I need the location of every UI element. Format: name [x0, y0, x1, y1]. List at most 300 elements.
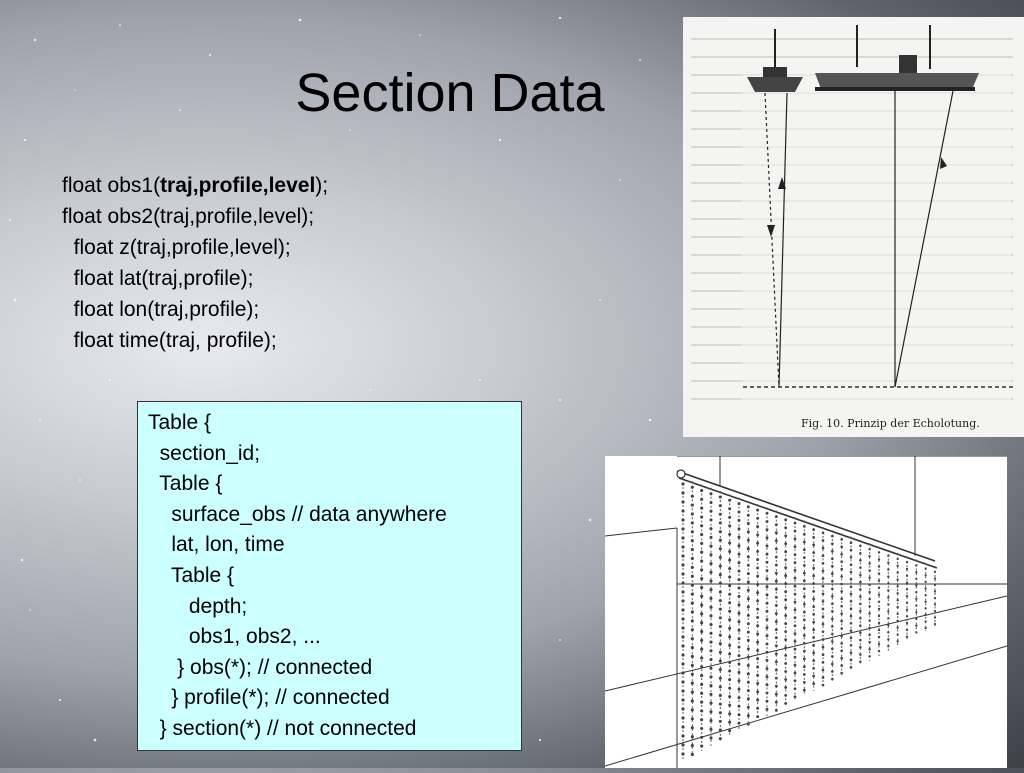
- instrument-bead: [803, 681, 806, 684]
- instrument-bead: [719, 599, 722, 602]
- instrument-bead: [719, 556, 722, 559]
- instrument-bead: [812, 613, 815, 616]
- instrument-bead: [859, 545, 862, 548]
- instrument-bead: [700, 489, 703, 492]
- instrument-bead: [896, 620, 898, 622]
- instrument-bead: [803, 564, 806, 567]
- section-grid-figure: [605, 456, 1007, 768]
- instrument-bead: [766, 569, 769, 572]
- instrument-bead: [850, 615, 853, 618]
- instrument-bead: [775, 709, 778, 712]
- instrument-bead: [747, 581, 750, 584]
- instrument-bead: [709, 588, 712, 591]
- instrument-bead: [775, 547, 778, 550]
- instrument-bead: [794, 648, 797, 651]
- instrument-bead: [878, 572, 880, 574]
- instrument-bead: [719, 565, 722, 568]
- instrument-bead: [747, 631, 750, 634]
- instrument-bead: [794, 632, 797, 635]
- instrument-bead: [840, 538, 843, 541]
- instrument-bead: [822, 532, 825, 535]
- instrument-bead: [738, 502, 741, 505]
- instrument-bead: [728, 652, 731, 655]
- instrument-bead: [766, 700, 769, 703]
- instrument-bead: [709, 702, 712, 705]
- instrument-bead: [756, 533, 759, 536]
- instrument-bead: [747, 622, 750, 625]
- instrument-bead: [906, 609, 908, 611]
- instrument-bead: [775, 660, 778, 663]
- instrument-bead: [738, 527, 741, 530]
- instrument-bead: [822, 539, 825, 542]
- instrument-bead: [794, 640, 797, 643]
- instrument-bead: [822, 684, 825, 687]
- instrument-bead: [831, 565, 834, 568]
- instrument-bead: [775, 693, 778, 696]
- instrument-bead: [719, 513, 722, 516]
- instrument-bead: [728, 516, 731, 519]
- instrument-bead: [691, 691, 694, 694]
- instrument-bead: [709, 693, 712, 696]
- table-line: Table {: [148, 472, 223, 496]
- instrument-bead: [784, 686, 787, 689]
- instrument-bead: [756, 542, 759, 545]
- instrument-bead: [691, 584, 694, 587]
- table-structure-box: [137, 401, 522, 751]
- instrument-bead: [738, 578, 741, 581]
- instrument-bead: [840, 590, 843, 593]
- instrument-bead: [803, 689, 806, 692]
- instrument-bead: [868, 548, 870, 550]
- instrument-bead: [709, 719, 712, 722]
- instrument-bead: [775, 572, 778, 575]
- instrument-bead: [775, 515, 778, 518]
- instrument-bead: [738, 620, 741, 623]
- table-line: Table {: [148, 563, 235, 587]
- instrument-bead: [728, 593, 731, 596]
- instrument-bead: [803, 626, 806, 629]
- instrument-bead: [728, 687, 731, 690]
- instrument-bead: [822, 676, 825, 679]
- instrument-bead: [831, 655, 834, 658]
- instrument-bead: [738, 570, 741, 573]
- instrument-bead: [896, 592, 898, 594]
- instrument-bead: [794, 530, 797, 533]
- instrument-bead: [738, 603, 741, 606]
- instrument-bead: [868, 584, 870, 586]
- instrument-bead: [728, 559, 731, 562]
- instrument-bead: [934, 603, 936, 605]
- instrument-bead: [747, 597, 750, 600]
- instrument-bead: [756, 517, 759, 520]
- table-line: depth;: [148, 594, 248, 618]
- instrument-bead: [803, 658, 806, 661]
- instrument-bead: [840, 605, 843, 608]
- instrument-bead: [803, 673, 806, 676]
- instrument-bead: [766, 594, 769, 597]
- instrument-bead: [868, 591, 870, 593]
- instrument-bead: [728, 567, 731, 570]
- instrument-bead: [840, 627, 843, 630]
- instrument-bead: [747, 522, 750, 525]
- instrument-bead: [794, 664, 797, 667]
- instrument-bead: [859, 661, 862, 664]
- instrument-bead: [681, 626, 684, 629]
- instrument-bead: [766, 667, 769, 670]
- instrument-bead: [906, 636, 908, 638]
- instrument-bead: [681, 509, 684, 512]
- instrument-bead: [681, 554, 684, 557]
- instrument-bead: [681, 743, 684, 746]
- instrument-bead: [868, 634, 870, 636]
- instrument-bead: [850, 659, 853, 662]
- instrument-bead: [719, 625, 722, 628]
- instrument-bead: [719, 720, 722, 723]
- instrument-bead: [887, 589, 889, 591]
- instrument-bead: [756, 558, 759, 561]
- echo-sounding-figure: [683, 17, 1024, 437]
- instrument-bead: [822, 653, 825, 656]
- instrument-bead: [681, 680, 684, 683]
- instrument-bead: [831, 640, 834, 643]
- instrument-bead: [738, 646, 741, 649]
- declaration-line: float time(traj, profile);: [62, 329, 277, 352]
- instrument-bead: [728, 576, 731, 579]
- instrument-bead: [775, 531, 778, 534]
- instrument-bead: [915, 584, 917, 586]
- instrument-bead: [719, 642, 722, 645]
- instrument-bead: [812, 575, 815, 578]
- instrument-bead: [850, 607, 853, 610]
- instrument-bead: [812, 682, 815, 685]
- instrument-bead: [822, 600, 825, 603]
- instrument-bead: [887, 631, 889, 633]
- instrument-bead: [766, 708, 769, 711]
- instrument-bead: [775, 669, 778, 672]
- instrument-bead: [887, 617, 889, 619]
- instrument-bead: [728, 601, 731, 604]
- instrument-bead: [681, 581, 684, 584]
- instrument-bead: [738, 612, 741, 615]
- instrument-bead: [719, 608, 722, 611]
- instrument-bead: [812, 628, 815, 631]
- instrument-bead: [775, 596, 778, 599]
- instrument-bead: [784, 558, 787, 561]
- instrument-bead: [887, 603, 889, 605]
- instrument-bead: [700, 507, 703, 510]
- instrument-bead: [859, 603, 862, 606]
- instrument-bead: [896, 613, 898, 615]
- instrument-bead: [859, 632, 862, 635]
- instrument-bead: [691, 486, 694, 489]
- instrument-bead: [756, 633, 759, 636]
- instrument-bead: [822, 608, 825, 611]
- instrument-bead: [878, 636, 880, 638]
- table-line: section_id;: [148, 441, 261, 465]
- instrument-bead: [681, 491, 684, 494]
- instrument-bead: [681, 752, 684, 755]
- instrument-bead: [719, 530, 722, 533]
- instrument-bead: [794, 616, 797, 619]
- instrument-bead: [896, 558, 898, 560]
- instrument-bead: [747, 689, 750, 692]
- instrument-bead: [906, 629, 908, 631]
- instrument-bead: [738, 705, 741, 708]
- instrument-bead: [831, 610, 834, 613]
- instrument-bead: [822, 562, 825, 565]
- instrument-bead: [794, 609, 797, 612]
- instrument-bead: [709, 710, 712, 713]
- table-line: lat, lon, time: [148, 533, 285, 557]
- instrument-bead: [840, 657, 843, 660]
- instrument-bead: [728, 678, 731, 681]
- instrument-bead: [925, 607, 927, 609]
- instrument-bead: [794, 695, 797, 698]
- instrument-bead: [728, 541, 731, 544]
- instrument-bead: [850, 549, 853, 552]
- instrument-bead: [766, 610, 769, 613]
- instrument-bead: [784, 550, 787, 553]
- instrument-bead: [859, 595, 862, 598]
- instrument-bead: [700, 612, 703, 615]
- instrument-bead: [934, 597, 936, 599]
- instrument-bead: [878, 586, 880, 588]
- instrument-bead: [878, 622, 880, 624]
- instrument-bead: [775, 644, 778, 647]
- instrument-bead: [691, 655, 694, 658]
- instrument-bead: [934, 610, 936, 612]
- instrument-bead: [822, 638, 825, 641]
- instrument-bead: [709, 658, 712, 661]
- instrument-bead: [840, 583, 843, 586]
- instrument-bead: [709, 736, 712, 739]
- instrument-bead: [691, 726, 694, 729]
- instrument-bead: [709, 614, 712, 617]
- large-ship-icon: [815, 25, 979, 91]
- instrument-bead: [794, 585, 797, 588]
- table-line: } profile(*); // connected: [148, 686, 390, 710]
- instrument-bead: [934, 623, 936, 625]
- instrument-bead: [915, 624, 917, 626]
- instrument-bead: [691, 753, 694, 756]
- instrument-bead: [700, 674, 703, 677]
- table-line: } obs(*); // connected: [148, 655, 373, 679]
- instrument-bead: [887, 575, 889, 577]
- instrument-bead: [887, 624, 889, 626]
- instrument-bead: [775, 523, 778, 526]
- instrument-bead: [756, 575, 759, 578]
- instrument-bead: [868, 655, 870, 657]
- instrument-bead: [738, 688, 741, 691]
- instrument-bead: [822, 623, 825, 626]
- instrument-bead: [700, 630, 703, 633]
- instrument-bead: [719, 685, 722, 688]
- instrument-bead: [775, 652, 778, 655]
- instrument-bead: [700, 515, 703, 518]
- instrument-bead: [784, 534, 787, 537]
- instrument-bead: [840, 575, 843, 578]
- instrument-bead: [822, 585, 825, 588]
- instrument-bead: [878, 551, 880, 553]
- instrument-bead: [887, 610, 889, 612]
- instrument-bead: [812, 528, 815, 531]
- instrument-bead: [691, 495, 694, 498]
- instrument-bead: [681, 671, 684, 674]
- instrument-bead: [766, 577, 769, 580]
- instrument-bead: [681, 518, 684, 521]
- instrument-bead: [719, 616, 722, 619]
- instrument-bead: [803, 595, 806, 598]
- instrument-bead: [840, 664, 843, 667]
- instrument-bead: [925, 581, 927, 583]
- instrument-bead: [887, 645, 889, 647]
- instrument-bead: [747, 656, 750, 659]
- table-line: } section(*) // not connected: [148, 716, 417, 740]
- instrument-bead: [868, 577, 870, 579]
- instrument-bead: [859, 581, 862, 584]
- instrument-bead: [794, 545, 797, 548]
- instrument-bead: [850, 622, 853, 625]
- instrument-bead: [859, 588, 862, 591]
- instrument-bead: [700, 665, 703, 668]
- instrument-bead: [896, 565, 898, 567]
- instrument-bead: [766, 618, 769, 621]
- figure-caption: Fig. 10. Prinzip der Echolotung.: [801, 417, 980, 430]
- instrument-bead: [794, 538, 797, 541]
- instrument-bead: [691, 557, 694, 560]
- instrument-bead: [738, 713, 741, 716]
- instrument-bead: [738, 671, 741, 674]
- instrument-bead: [812, 536, 815, 539]
- instrument-bead: [691, 628, 694, 631]
- instrument-bead: [878, 601, 880, 603]
- instrument-bead: [719, 590, 722, 593]
- instrument-bead: [709, 510, 712, 513]
- instrument-bead: [691, 530, 694, 533]
- instrument-bead: [747, 706, 750, 709]
- instrument-bead: [794, 522, 797, 525]
- instrument-bead: [691, 744, 694, 747]
- instrument-bead: [709, 675, 712, 678]
- instrument-bead: [784, 638, 787, 641]
- instrument-bead: [803, 541, 806, 544]
- instrument-bead: [756, 624, 759, 627]
- instrument-bead: [681, 707, 684, 710]
- instrument-bead: [794, 593, 797, 596]
- instrument-bead: [738, 519, 741, 522]
- instrument-bead: [775, 677, 778, 680]
- instrument-bead: [756, 641, 759, 644]
- instrument-bead: [840, 620, 843, 623]
- instrument-bead: [850, 629, 853, 632]
- instrument-bead: [822, 592, 825, 595]
- instrument-bead: [766, 528, 769, 531]
- instrument-bead: [784, 670, 787, 673]
- instrument-bead: [719, 668, 722, 671]
- instrument-bead: [822, 615, 825, 618]
- instrument-bead: [719, 573, 722, 576]
- instrument-bead: [700, 683, 703, 686]
- instrument-bead: [766, 520, 769, 523]
- instrument-bead: [784, 662, 787, 665]
- instrument-bead: [700, 639, 703, 642]
- instrument-bead: [934, 571, 936, 573]
- instrument-bead: [784, 678, 787, 681]
- declaration-line: float obs1(traj,profile,level);: [62, 174, 329, 197]
- instrument-bead: [719, 728, 722, 731]
- instrument-bead: [868, 627, 870, 629]
- instrument-bead: [756, 674, 759, 677]
- instrument-bead: [700, 524, 703, 527]
- instrument-bead: [766, 659, 769, 662]
- instrument-bead: [868, 619, 870, 621]
- instrument-bead: [812, 590, 815, 593]
- instrument-bead: [747, 530, 750, 533]
- instrument-bead: [840, 672, 843, 675]
- instrument-bead: [756, 707, 759, 710]
- instrument-bead: [803, 603, 806, 606]
- instrument-bead: [906, 561, 908, 563]
- instrument-bead: [747, 614, 750, 617]
- instrument-bead: [812, 675, 815, 678]
- instrument-bead: [709, 649, 712, 652]
- instrument-bead: [719, 694, 722, 697]
- instrument-bead: [728, 524, 731, 527]
- instrument-bead: [794, 680, 797, 683]
- instrument-bead: [719, 651, 722, 654]
- instrument-bead: [747, 547, 750, 550]
- instrument-bead: [728, 627, 731, 630]
- instrument-bead: [896, 585, 898, 587]
- instrument-bead: [915, 591, 917, 593]
- declaration-line: float obs2(traj,profile,level);: [62, 205, 315, 228]
- instrument-bead: [756, 649, 759, 652]
- instrument-bead: [747, 681, 750, 684]
- instrument-bead: [784, 582, 787, 585]
- instrument-bead: [756, 591, 759, 594]
- instrument-bead: [766, 634, 769, 637]
- instrument-bead: [709, 728, 712, 731]
- instrument-bead: [738, 587, 741, 590]
- instrument-bead: [906, 595, 908, 597]
- instrument-bead: [681, 536, 684, 539]
- instrument-bead: [700, 745, 703, 748]
- instrument-bead: [812, 644, 815, 647]
- instrument-bead: [756, 509, 759, 512]
- instrument-bead: [822, 554, 825, 557]
- instrument-bead: [859, 653, 862, 656]
- instrument-bead: [775, 628, 778, 631]
- echo-sounding-illustration: [683, 17, 1024, 437]
- instrument-bead: [822, 646, 825, 649]
- instrument-bead: [878, 650, 880, 652]
- instrument-bead: [878, 565, 880, 567]
- instrument-bead: [691, 708, 694, 711]
- instrument-bead: [738, 595, 741, 598]
- instrument-bead: [728, 550, 731, 553]
- instrument-bead: [868, 569, 870, 571]
- instrument-bead: [803, 665, 806, 668]
- instrument-bead: [784, 654, 787, 657]
- instrument-bead: [850, 651, 853, 654]
- table-line: Table {: [148, 411, 212, 434]
- instrument-bead: [728, 635, 731, 638]
- instrument-bead: [691, 521, 694, 524]
- instrument-bead: [709, 623, 712, 626]
- instrument-bead: [784, 590, 787, 593]
- instrument-bead: [822, 570, 825, 573]
- instrument-bead: [868, 641, 870, 643]
